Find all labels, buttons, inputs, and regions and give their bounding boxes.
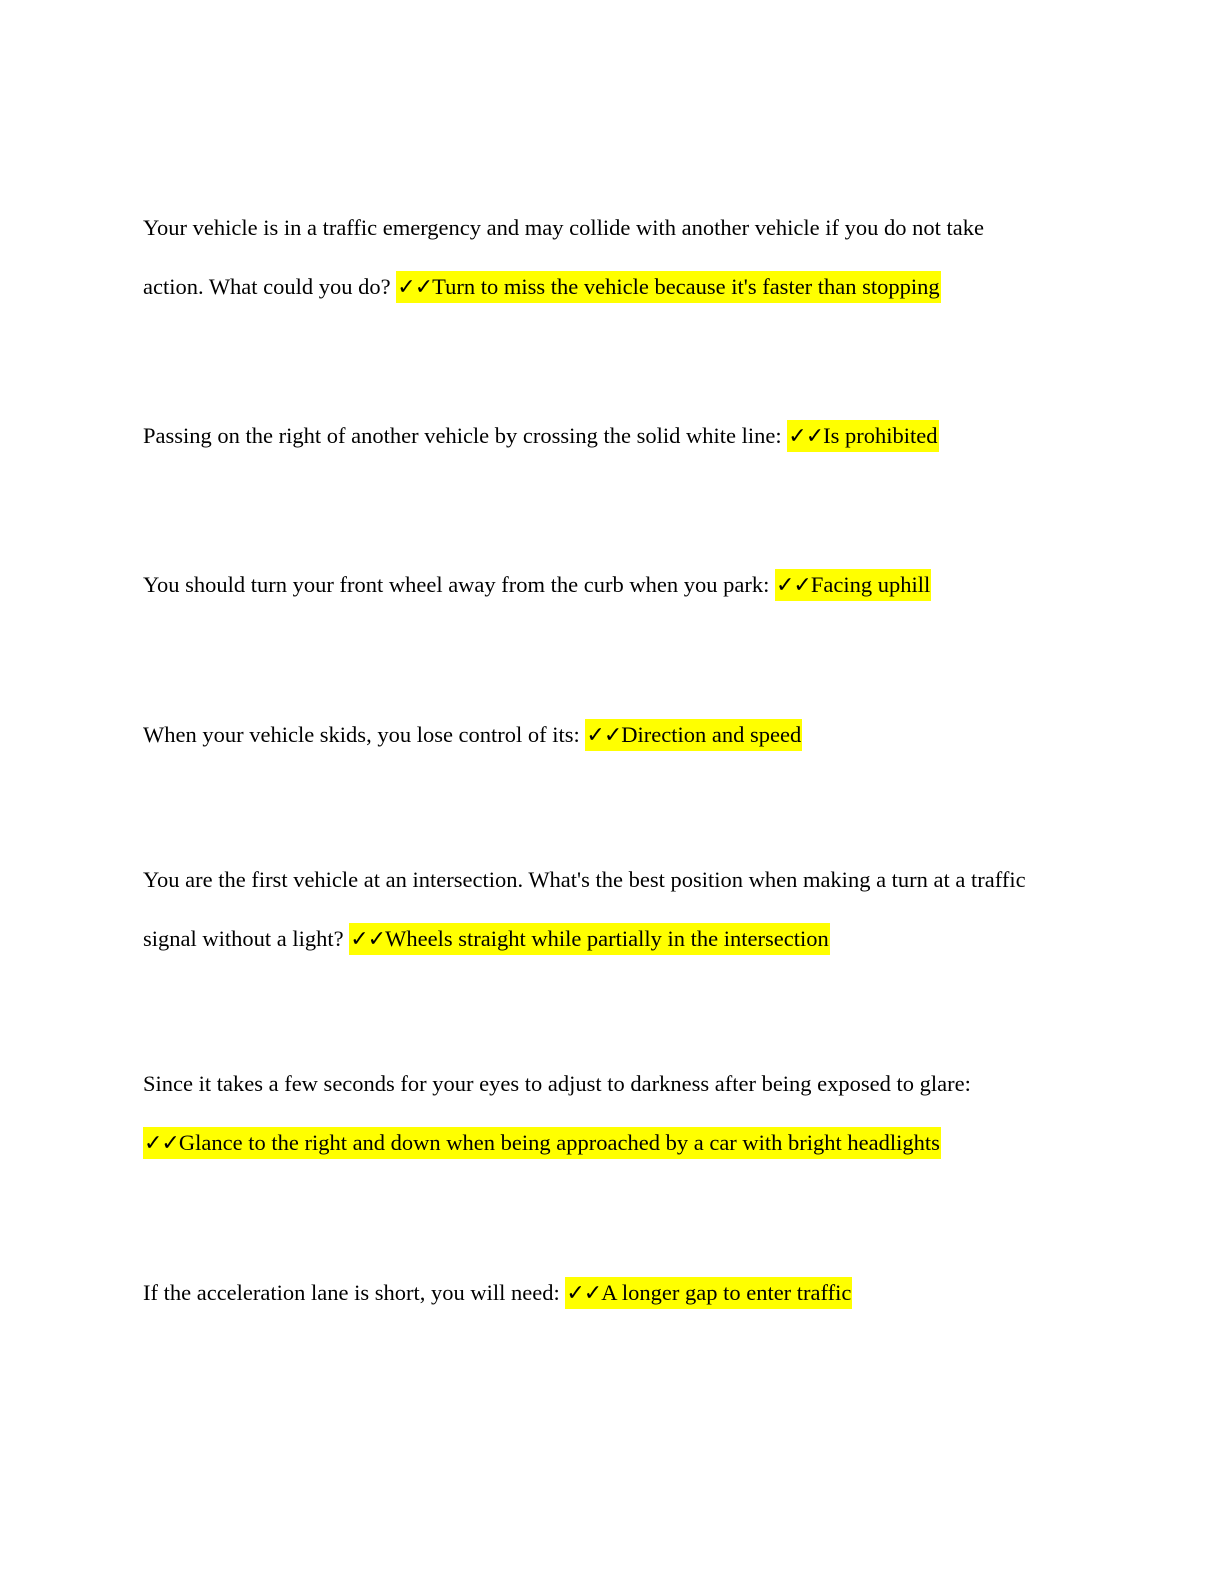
highlighted-answer bbox=[143, 1127, 941, 1159]
question-text: When your vehicle skids, you lose control of its: bbox=[143, 722, 580, 747]
double-check-icon: ✓✓ bbox=[144, 1131, 179, 1156]
double-check-icon: ✓✓ bbox=[350, 927, 386, 952]
answer-text: Wheels straight while partially in the intersection bbox=[385, 926, 829, 951]
question-item bbox=[143, 406, 1043, 466]
question-item bbox=[143, 1054, 1043, 1173]
answer-text: Facing uphill bbox=[810, 572, 931, 597]
question-text: Your vehicle is in a traffic emergency and may collide with another vehicle if you do not take action. What could you do? bbox=[143, 215, 985, 299]
highlighted-answer bbox=[775, 569, 931, 601]
answer-text: Is prohibited bbox=[823, 423, 938, 448]
question-item bbox=[143, 1263, 1043, 1323]
double-check-icon: ✓✓ bbox=[586, 723, 622, 748]
double-check-icon: ✓✓ bbox=[397, 275, 433, 300]
answer-text: A longer gap to enter traffic bbox=[601, 1280, 852, 1305]
double-check-icon: ✓✓ bbox=[788, 424, 824, 449]
question-item bbox=[143, 850, 1043, 969]
answer-text: Turn to miss the vehicle because it's faster than stopping bbox=[432, 274, 940, 299]
question-text: Passing on the right of another vehicle by crossing the solid white line: bbox=[143, 423, 782, 448]
highlighted-answer bbox=[396, 271, 940, 303]
answer-text: Glance to the right and down when being approached by a car with bright headlights bbox=[178, 1130, 940, 1155]
double-check-icon: ✓✓ bbox=[566, 1281, 602, 1306]
question-text: You should turn your front wheel away from the curb when you park: bbox=[143, 572, 770, 597]
highlighted-answer bbox=[585, 719, 802, 751]
question-item bbox=[143, 705, 1043, 765]
highlighted-answer bbox=[565, 1277, 852, 1309]
question-item bbox=[143, 198, 1043, 317]
question-text: You are the first vehicle at an intersection. What's the best position when making a turn at a traffic signal without a light? bbox=[143, 867, 1026, 951]
question-text: If the acceleration lane is short, you will need: bbox=[143, 1280, 560, 1305]
highlighted-answer bbox=[787, 420, 938, 452]
double-check-icon: ✓✓ bbox=[775, 573, 811, 598]
question-text: Since it takes a few seconds for your eyes to adjust to darkness after being exposed to glare: bbox=[143, 1071, 971, 1096]
answer-text: Direction and speed bbox=[621, 722, 802, 747]
highlighted-answer bbox=[349, 923, 830, 955]
question-item bbox=[143, 555, 1043, 615]
